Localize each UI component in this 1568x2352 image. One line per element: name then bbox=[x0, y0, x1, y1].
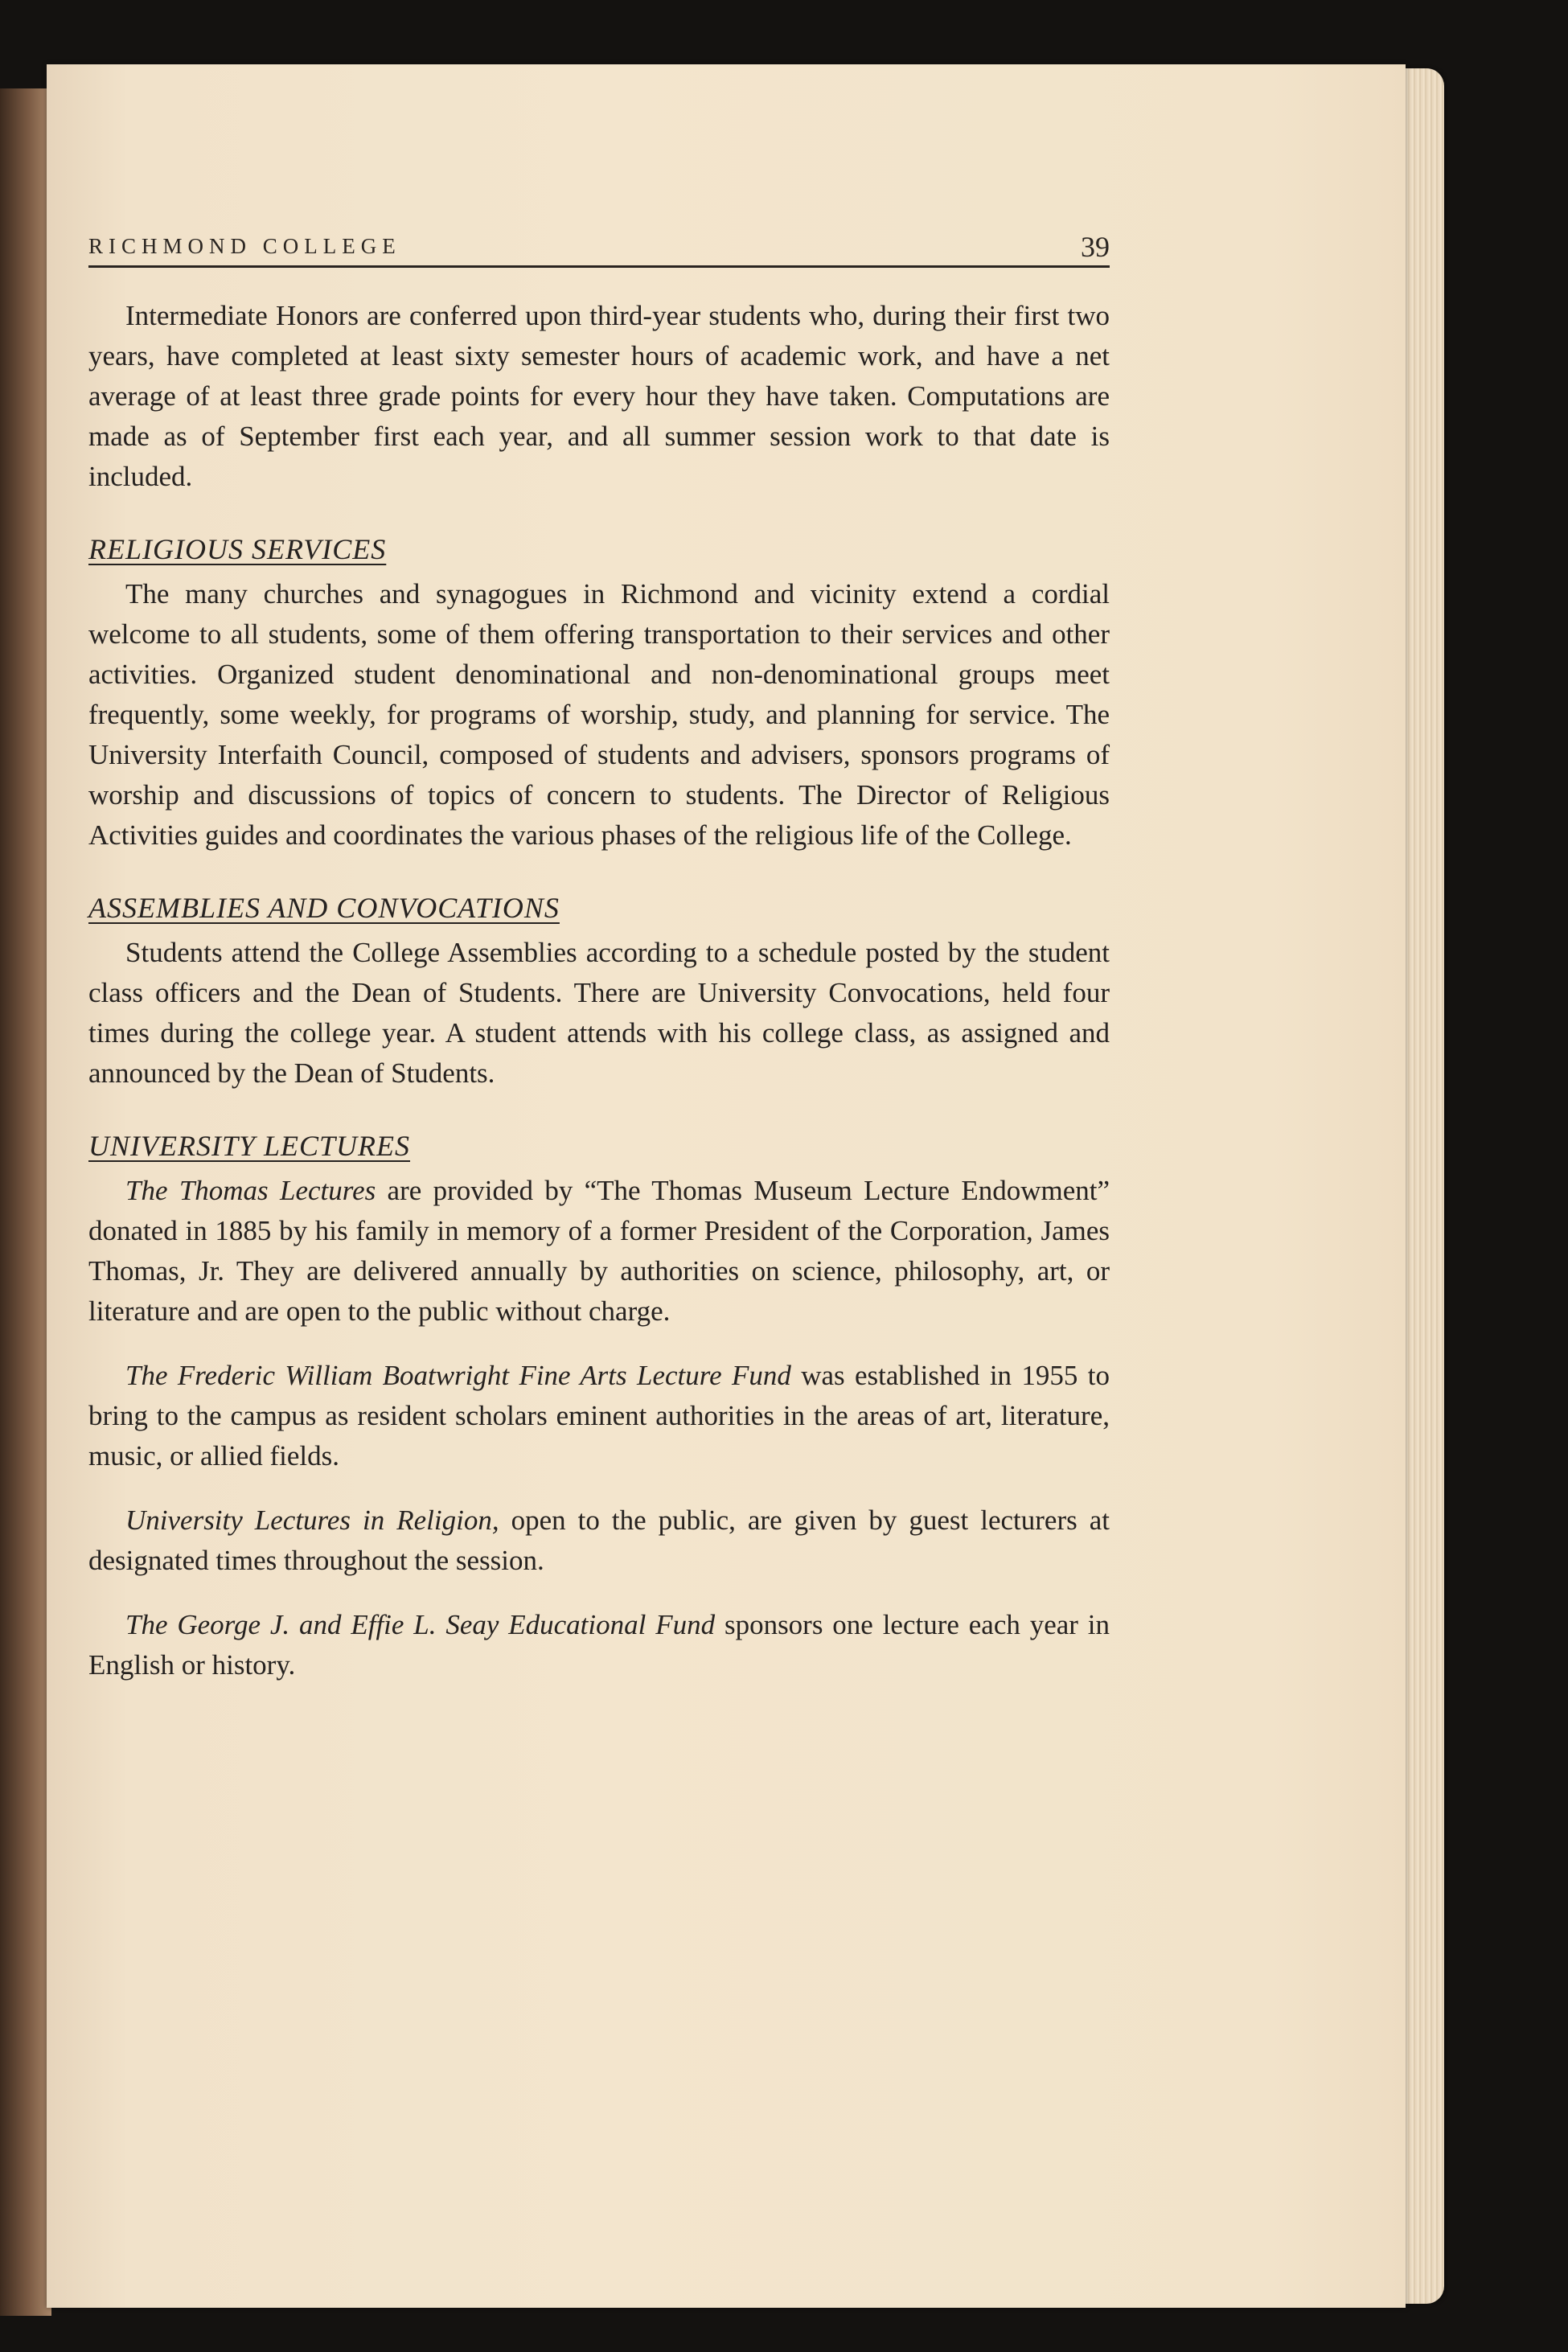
lecture-paragraph-boatwright bbox=[88, 1356, 1110, 1476]
intro-paragraph: Intermediate Honors are conferred upon third-year students who, during their first two years, have completed at least sixty semester hours of academic work, and have a net average of at least three grade points for every hour they have taken. Computations are made as of September first each year, and all summer session work to that date is included. bbox=[88, 300, 1110, 492]
assemblies-paragraph: Students attend the College Assemblies according to a schedule posted by the student class officers and the Dean of Students. There are University Convocations, held four times during the college year. A student attends with his college class, as assigned and announced by the Dean of Students. bbox=[88, 937, 1110, 1089]
page-edges bbox=[1399, 68, 1444, 2304]
page-number: 39 bbox=[1081, 231, 1110, 263]
lecture-paragraph-thomas bbox=[88, 1171, 1110, 1332]
assemblies-heading: ASSEMBLIES AND CONVOCATIONS bbox=[88, 892, 560, 924]
page-body bbox=[88, 296, 1110, 1685]
lecture-title: The George J. and Effie L. Seay Educational Fund bbox=[125, 1609, 716, 1640]
lecture-title: University Lectures in Religion, bbox=[125, 1504, 499, 1536]
lecture-text: was established in 1955 to bring to the campus as resident scholars eminent authorities in the areas of art, literature, music, or allied fields. bbox=[88, 1360, 1110, 1472]
university-lectures-heading: UNIVERSITY LECTURES bbox=[88, 1130, 411, 1162]
lecture-text: are provided by “The Thomas Museum Lecture Endowment” donated in 1885 by his family in memory of a former President of the Corporation, James Thomas, Jr. They are delivered annually by authorities on science, philosophy, art, or literature and are open to the public without charge. bbox=[88, 1175, 1110, 1327]
book-spine-shadow bbox=[0, 88, 51, 2316]
lecture-paragraph-seay bbox=[88, 1605, 1110, 1685]
lecture-title: The Thomas Lectures bbox=[125, 1175, 376, 1206]
religious-services-paragraph: The many churches and synagogues in Richmond and vicinity extend a cordial welcome to all students, some of them offering transportation to their services and other activities. Organized student denominational and non-denominational groups meet frequently, some weekly, for programs of worship, study, and planning for service. The University Interfaith Council, composed of students and advisers, sponsors programs of worship and discussions of topics of concern to students. The Director of Religious Activities guides and coordinates the various phases of the religious life of the College. bbox=[88, 578, 1110, 851]
lecture-title: The Frederic William Boatwright Fine Arts Lecture Fund bbox=[125, 1360, 791, 1391]
religious-services-heading: RELIGIOUS SERVICES bbox=[88, 533, 387, 565]
running-head: RICHMOND COLLEGE bbox=[88, 234, 401, 258]
lecture-text: open to the public, are given by guest lecturers at designated times throughout the session. bbox=[88, 1504, 1110, 1576]
page-header bbox=[88, 217, 1110, 268]
lecture-text: sponsors one lecture each year in English or history. bbox=[88, 1609, 1110, 1681]
lecture-paragraph-religion bbox=[88, 1500, 1110, 1581]
